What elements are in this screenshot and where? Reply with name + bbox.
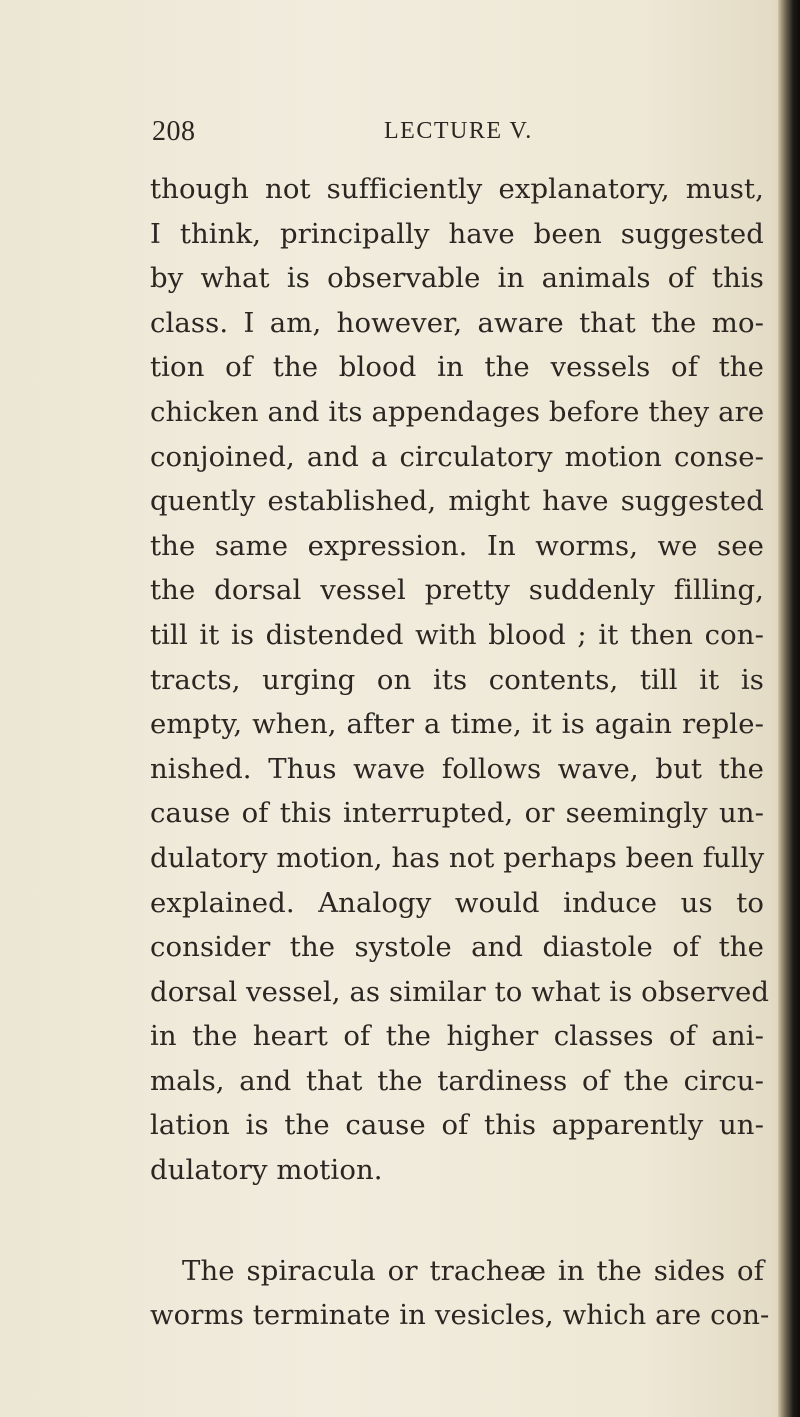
text-line: dulatory motion, has not perhaps been fully bbox=[150, 841, 765, 874]
text-line: explained. Analogy would induce us to bbox=[150, 886, 764, 919]
text-line: mals, and that the tardiness of the circu- bbox=[150, 1064, 764, 1097]
text-line: consider the systole and diastole of the bbox=[150, 931, 764, 964]
text-line: though not sufficiently explanatory, must, bbox=[150, 173, 764, 205]
text-line: dorsal vessel, as similar to what is observed bbox=[150, 975, 770, 1008]
text-line: the dorsal vessel pretty suddenly filling, bbox=[150, 574, 764, 607]
text-line: quently established, might have suggested bbox=[150, 485, 764, 518]
text-line: dulatory motion. bbox=[150, 1154, 383, 1187]
text-line: worms terminate in vesicles, which are con- bbox=[150, 1299, 770, 1332]
text-line: lation is the cause of this apparently un- bbox=[150, 1109, 764, 1142]
text-line: chicken and its appendages before they are bbox=[150, 395, 765, 428]
text-line: in the heart of the higher classes of ani- bbox=[150, 1020, 764, 1053]
text-line: conjoined, and a circulatory motion conse- bbox=[150, 440, 764, 473]
text-line: tion of the blood in the vessels of the bbox=[150, 351, 764, 384]
paragraph-gap bbox=[150, 1193, 764, 1249]
text-line: cause of this interrupted, or seemingly un- bbox=[150, 797, 764, 830]
text-line: empty, when, after a time, it is again reple- bbox=[150, 708, 764, 741]
text-line: The spiracula or tracheæ in the sides of bbox=[182, 1254, 764, 1287]
body-text bbox=[150, 167, 770, 1338]
page-header bbox=[140, 116, 760, 156]
text-line: till it is distended with blood ; it then con- bbox=[150, 618, 764, 651]
text-line: the same expression. In worms, we see bbox=[150, 529, 764, 562]
page-number: 208 bbox=[152, 116, 196, 147]
text-line: class. I am, however, aware that the mo- bbox=[150, 306, 764, 339]
paragraph-2 bbox=[150, 1249, 770, 1338]
text-line: by what is observable in animals of this bbox=[150, 262, 764, 295]
book-edge bbox=[778, 0, 800, 1417]
paragraph-1 bbox=[150, 167, 770, 1193]
text-line: tracts, urging on its contents, till it is bbox=[150, 663, 764, 696]
running-title: LECTURE V. bbox=[384, 118, 533, 144]
text-line: nished. Thus wave follows wave, but the bbox=[150, 752, 764, 785]
text-line: I think, principally have been suggested bbox=[150, 217, 764, 250]
